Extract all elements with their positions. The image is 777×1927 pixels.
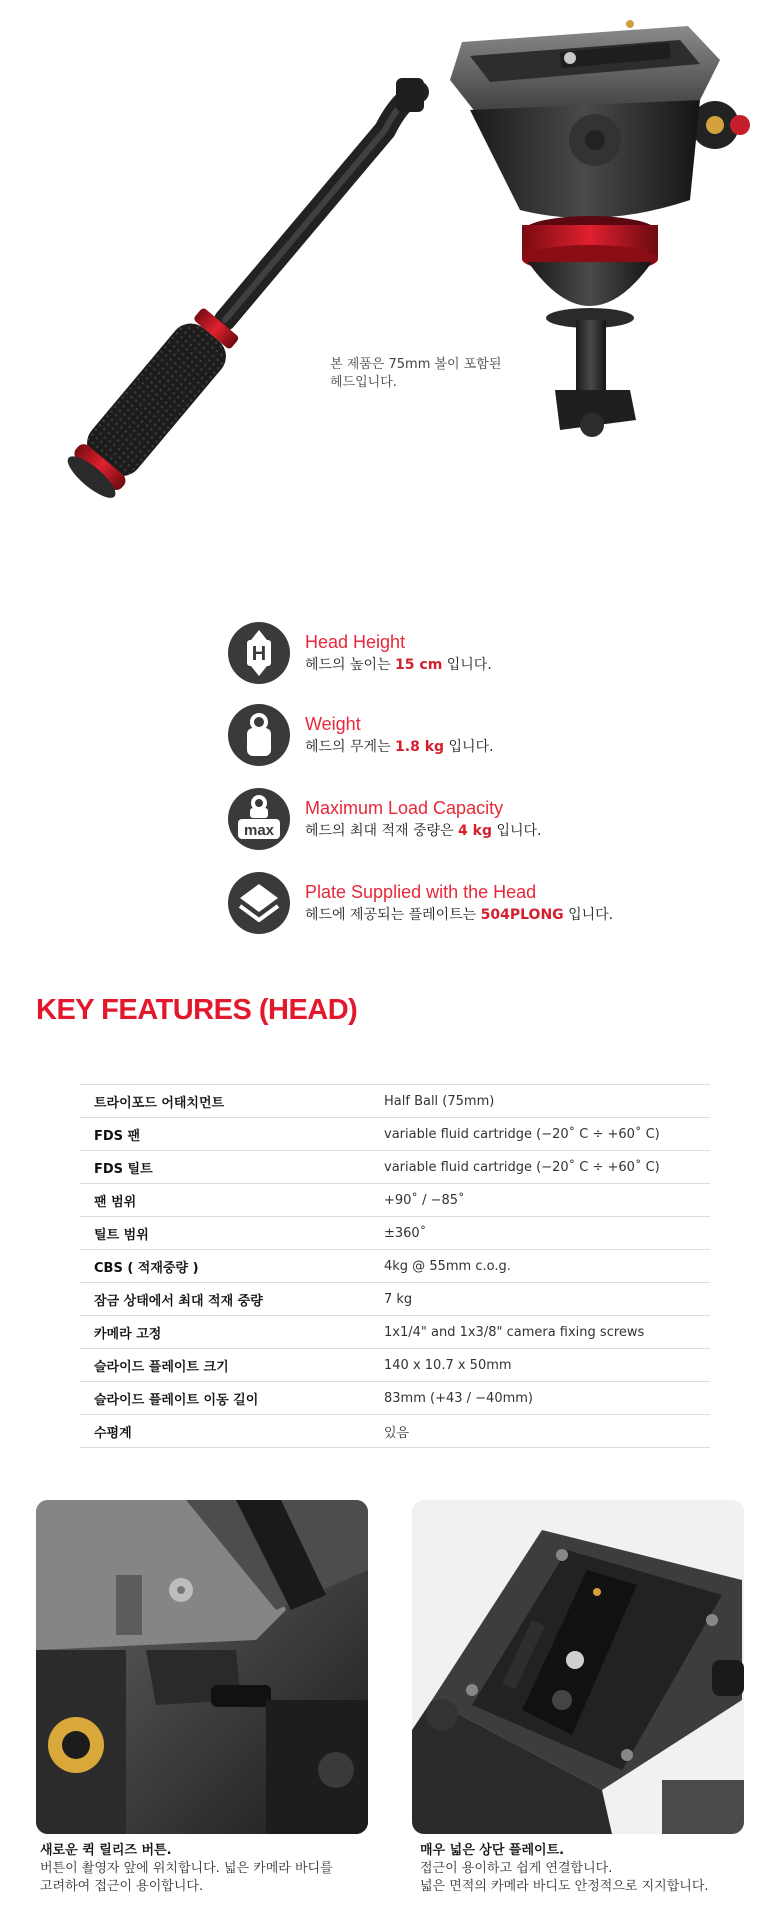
- feature-value: +90˚ / −85˚: [370, 1184, 710, 1217]
- spec-title: Head Height: [305, 632, 406, 652]
- feature-label: 잠금 상태에서 최대 적재 중량: [80, 1283, 370, 1316]
- table-row: [80, 1349, 710, 1382]
- feature-value: Half Ball (75mm): [370, 1085, 710, 1118]
- top-plate-photo: [412, 1500, 744, 1834]
- spec-description: 헤드의 높이는 15 cm 입니다.: [305, 657, 492, 673]
- hero-note: [330, 356, 550, 392]
- feature-value: 4kg @ 55mm c.o.g.: [370, 1250, 710, 1283]
- head-height-icon: [228, 622, 290, 684]
- caption-line: 버튼이 촬영자 앞에 위치합니다. 넓은 카메라 바디를: [40, 1861, 333, 1876]
- spec-head-height: [228, 622, 648, 688]
- spec-title: Weight: [305, 714, 361, 734]
- table-row: [80, 1283, 710, 1316]
- feature-value: 있음: [370, 1415, 710, 1448]
- feature-label: FDS 틸트: [80, 1151, 370, 1184]
- feature-label: 카메라 고정: [80, 1316, 370, 1349]
- table-row: [80, 1250, 710, 1283]
- svg-text:max: max: [243, 822, 275, 839]
- key-features-title: KEY FEATURES (HEAD): [36, 994, 358, 1026]
- feature-value: ±360˚: [370, 1217, 710, 1250]
- spec-max-load: [228, 788, 648, 854]
- feature-label: CBS ( 적재중량 ): [80, 1250, 370, 1283]
- feature-label: 트라이포드 어태치먼트: [80, 1085, 370, 1118]
- plate-icon: [228, 872, 290, 934]
- spec-description: 헤드에 제공되는 플레이트는 504PLONG 입니다.: [305, 907, 614, 923]
- video-head-illustration: [0, 0, 777, 560]
- spec-weight: [228, 704, 648, 770]
- table-row: [80, 1184, 710, 1217]
- spec-value: 4 kg: [458, 823, 492, 839]
- table-row: [80, 1151, 710, 1184]
- caption-line: 넓은 면적의 카메라 바디도 안정적으로 지지합니다.: [420, 1879, 709, 1894]
- spec-value: 504PLONG: [480, 907, 564, 923]
- quick-release-photo: [36, 1500, 368, 1834]
- feature-value: 1x1/4" and 1x3/8" camera fixing screws: [370, 1316, 710, 1349]
- hero-note-line1: 본 제품은 75mm 볼이 포함된: [330, 357, 502, 372]
- feature-label: 틸트 범위: [80, 1217, 370, 1250]
- table-row: [80, 1316, 710, 1349]
- caption-title: 새로운 퀵 릴리즈 버튼.: [40, 1843, 172, 1858]
- spec-value: 1.8 kg: [395, 739, 445, 755]
- svg-text:H: H: [251, 643, 267, 665]
- table-row: [80, 1085, 710, 1118]
- spec-description: 헤드의 무게는 1.8 kg 입니다.: [305, 739, 494, 755]
- table-row: [80, 1415, 710, 1448]
- feature-label: 팬 범위: [80, 1184, 370, 1217]
- table-row: [80, 1118, 710, 1151]
- spec-plate: [228, 872, 648, 938]
- caption-title: 매우 넓은 상단 플레이트.: [420, 1843, 565, 1858]
- spec-value: 15 cm: [395, 657, 443, 673]
- feature-label: 수평계: [80, 1415, 370, 1448]
- feature-label: 슬라이드 플레이트 이동 길이: [80, 1382, 370, 1415]
- feature-value: 7 kg: [370, 1283, 710, 1316]
- table-row: [80, 1217, 710, 1250]
- feature-value: 140 x 10.7 x 50mm: [370, 1349, 710, 1382]
- hero-note-line2: 헤드입니다.: [330, 375, 397, 390]
- features-table: [80, 1084, 710, 1448]
- table-row: [80, 1382, 710, 1415]
- caption-line: 접근이 용이하고 쉽게 연결합니다.: [420, 1861, 613, 1876]
- feature-label: 슬라이드 플레이트 크기: [80, 1349, 370, 1382]
- caption-line: 고려하여 접근이 용이합니다.: [40, 1879, 204, 1894]
- spec-description: 헤드의 최대 적재 중량은 4 kg 입니다.: [305, 823, 542, 839]
- spec-title: Plate Supplied with the Head: [305, 882, 537, 902]
- feature-value: variable fluid cartridge (−20˚ C ÷ +60˚ C): [370, 1118, 710, 1151]
- top-plate-caption: [420, 1842, 760, 1896]
- max-load-icon: [228, 788, 290, 850]
- feature-label: FDS 팬: [80, 1118, 370, 1151]
- hero-product-image: [0, 0, 777, 560]
- weight-icon: [228, 704, 290, 766]
- feature-value: variable fluid cartridge (−20˚ C ÷ +60˚ C): [370, 1151, 710, 1184]
- spec-title: Maximum Load Capacity: [305, 798, 504, 818]
- feature-value: 83mm (+43 / −40mm): [370, 1382, 710, 1415]
- quick-release-caption: [40, 1842, 380, 1896]
